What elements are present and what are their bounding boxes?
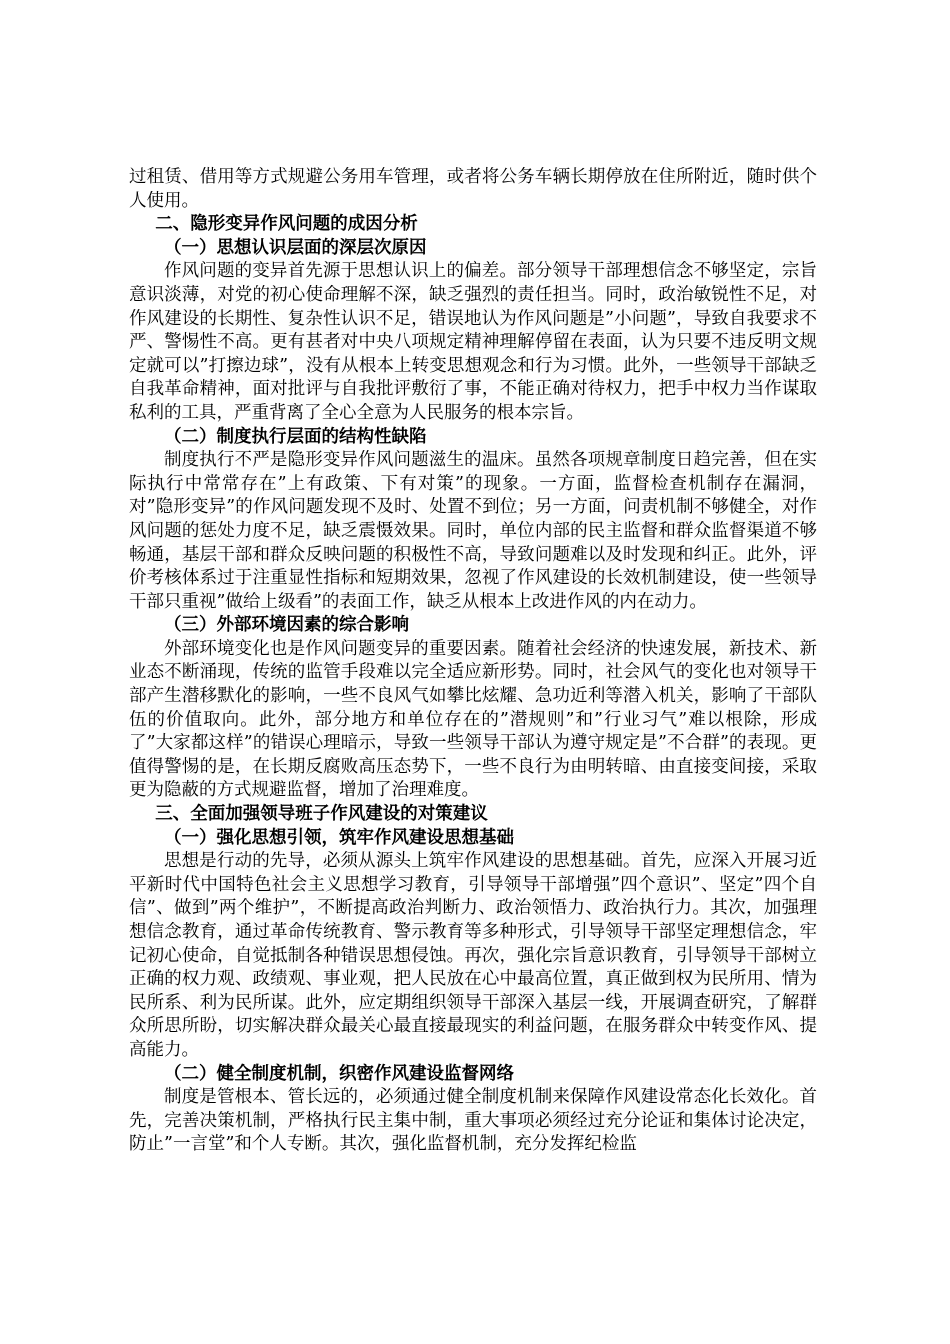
section-3-2-heading: （二）健全制度机制，织密作风建设监督网络 [164,1063,514,1084]
section-3-heading: 三、全面加强领导班子作风建设的对策建议 [155,804,488,825]
section-3-1-heading: （一）强化思想引领，筑牢作风建设思想基础 [164,827,514,848]
section-2-3-heading: （三）外部环境因素的综合影响 [164,615,409,636]
section-2-2-paragraph: 制度执行不严是隐形变异作风问题滋生的温床。虽然各项规章制度日趋完善，但在实际执行中常常存在”上有政策、下有对策”的现象。一方面，监督检查机制存在漏洞，对”隐形变异”的作风问题发现不及时、处置不到位；另一方面，问责机制不够健全，对作风问题的惩处力度不足，缺乏震慑效果。同时，单位内部的民主监督和群众监督渠道不够畅通，基层干部和群众反映问题的积极性不高，导致问题难以及时发现和纠正。此外，评价考核体系过于注重显性指标和短期效果，忽视了作风建设的长效机制建设，使一些领导干部只重视”做给上级看”的表面工作，缺乏从根本上改进作风的内在动力。 [129,450,817,612]
section-2-2-heading: （二）制度执行层面的结构性缺陷 [164,426,427,447]
section-2-heading: 二、隐形变异作风问题的成因分析 [155,214,418,235]
section-2-1-paragraph: 作风问题的变异首先源于思想认识上的偏差。部分领导干部理想信念不够坚定，宗旨意识淡薄，对党的初心使命理解不深，缺乏强烈的责任担当。同时，政治敏锐性不足，对作风建设的长期性、复杂性认识不足，错误地认为作风问题是”小问题”，导致自我要求不严、警惕性不高。更有甚者对中央八项规定精神理解停留在表面，认为只要不违反明文规定就可以”打擦边球”，没有从根本上转变思想观念和行为习惯。此外，一些领导干部缺乏自我革命精神，面对批评与自我批评敷衍了事，不能正确对待权力，把手中权力当作谋取私利的工具，严重背离了全心全意为人民服务的根本宗旨。 [129,261,817,423]
section-3-1-paragraph: 思想是行动的先导，必须从源头上筑牢作风建设的思想基础。首先，应深入开展习近平新时代中国特色社会主义思想学习教育，引导领导干部增强”四个意识”、坚定”四个自信”、做到”两个维护”，不断提高政治判断力、政治领悟力、政治执行力。其次，加强理想信念教育，通过革命传统教育、警示教育等多种形式，引导领导干部坚定理想信念，牢记初心使命，自觉抵制各种错误思想侵蚀。再次，强化宗旨意识教育，引导领导干部树立正确的权力观、政绩观、事业观，把人民放在心中最高位置，真正做到权为民所用、情为民所系、利为民所谋。此外，应定期组织领导干部深入基层一线，开展调查研究，了解群众所思所盼，切实解决群众最关心最直接最现实的利益问题，在服务群众中转变作风、提高能力。 [129,851,817,1060]
continuation-paragraph: 过租赁、借用等方式规避公务用车管理，或者将公务车辆长期停放在住所附近，随时供个人使用。 [129,167,817,211]
document-page [129,166,817,1157]
section-3-2-paragraph: 制度是管根本、管长远的，必须通过健全制度机制来保障作风建设常态化长效化。首先，完善决策机制，严格执行民主集中制，重大事项必须经过充分论证和集体讨论决定，防止”一言堂”和个人专断。其次，强化监督机制，充分发挥纪检监 [129,1087,817,1155]
section-2-1-heading: （一）思想认识层面的深层次原因 [164,237,427,258]
section-2-3-paragraph: 外部环境变化也是作风问题变异的重要因素。随着社会经济的快速发展，新技术、新业态不断涌现，传统的监管手段难以完全适应新形势。同时，社会风气的变化也对领导干部产生潜移默化的影响，一些不良风气如攀比炫耀、急功近利等潜入机关，影响了干部队伍的价值取向。此外，部分地方和单位存在的”潜规则”和”行业习气”难以根除，形成了”大家都这样”的错误心理暗示，导致一些领导干部认为遵守规定是”不合群”的表现。更值得警惕的是，在长期反腐败高压态势下，一些不良行为由明转暗、由直接变间接，采取更为隐蔽的方式规避监督，增加了治理难度。 [129,638,817,801]
